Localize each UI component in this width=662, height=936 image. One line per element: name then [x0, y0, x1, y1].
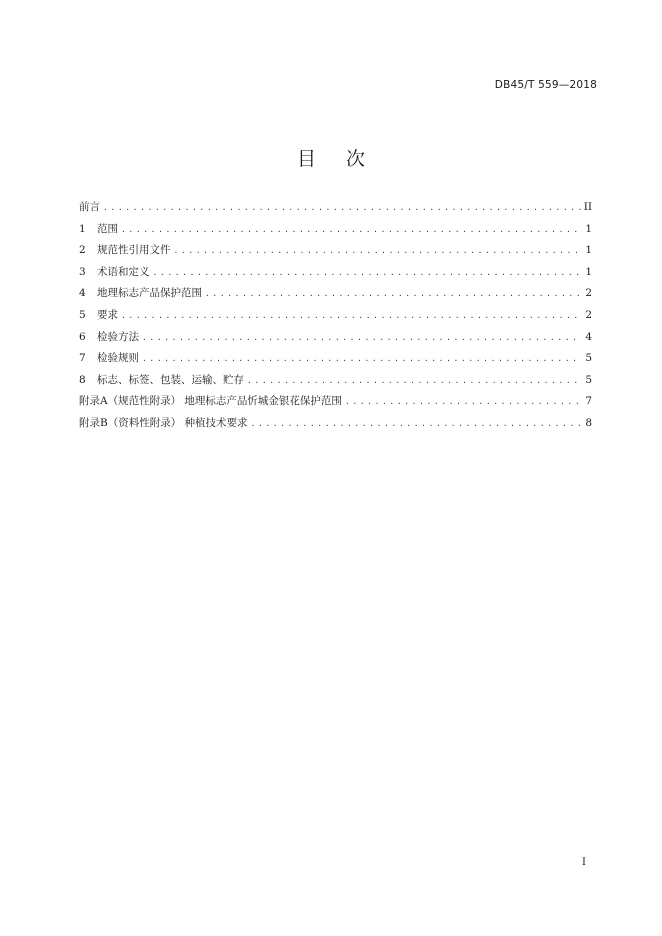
toc-entry[interactable] [79, 240, 592, 262]
toc-entry-number: 5 [79, 308, 86, 321]
toc-entry-label [79, 391, 342, 413]
toc-entry-page: 7 [585, 395, 592, 408]
toc-entry-title: 附录A（规范性附录） 地理标志产品忻城金银花保护范围 [79, 395, 342, 408]
toc-leader-dots [251, 413, 581, 435]
toc-leader-dots [121, 219, 581, 241]
toc-leader-dots [121, 305, 581, 327]
table-of-contents [79, 197, 592, 435]
toc-entry-page: 2 [585, 287, 592, 300]
toc-entry-number: 7 [79, 352, 86, 365]
toc-entry-page: 1 [585, 222, 592, 235]
toc-entry-label [79, 219, 118, 241]
toc-leader-dots [247, 370, 581, 392]
toc-entry-title: 术语和定义 [97, 265, 150, 278]
toc-entry-page: 4 [585, 330, 592, 343]
toc-entry-page: 8 [585, 416, 592, 429]
toc-entry-label [79, 327, 139, 349]
toc-entry[interactable] [79, 391, 592, 413]
title-char-2: 次 [346, 148, 366, 170]
toc-entry-label [79, 262, 150, 284]
toc-entry-number: 8 [79, 373, 86, 386]
toc-entry-title: 附录B（资料性附录） 种植技术要求 [79, 416, 248, 429]
toc-entry[interactable] [79, 305, 592, 327]
toc-entry-label [79, 305, 118, 327]
toc-entry-title: 检验规则 [97, 352, 139, 365]
toc-leader-dots [103, 197, 581, 219]
toc-entry-label [79, 197, 100, 219]
toc-entry-label [79, 240, 171, 262]
page-title [0, 144, 662, 171]
toc-leader-dots [345, 391, 581, 413]
page-number: I [582, 857, 586, 868]
toc-entry[interactable] [79, 262, 592, 284]
toc-entry-title: 标志、标签、包装、运输、贮存 [97, 373, 244, 386]
toc-entry[interactable] [79, 219, 592, 241]
toc-entry-number: 4 [79, 287, 86, 300]
toc-entry-number: 2 [79, 244, 86, 257]
toc-entry-label [79, 413, 248, 435]
toc-entry-number: 3 [79, 265, 86, 278]
toc-entry-page: 5 [585, 352, 592, 365]
toc-leader-dots [174, 240, 582, 262]
toc-entry-label [79, 283, 202, 305]
standard-code: DB45/T 559—2018 [494, 79, 597, 91]
toc-entry-page: II [583, 201, 592, 213]
toc-entry-label [79, 348, 139, 370]
title-char-1: 目 [296, 148, 316, 170]
toc-entry-title: 规范性引用文件 [97, 244, 171, 257]
toc-entry[interactable] [79, 370, 592, 392]
toc-leader-dots [153, 262, 582, 284]
toc-entry[interactable] [79, 327, 592, 349]
toc-entry-number: 6 [79, 330, 86, 343]
toc-entry-page: 2 [585, 308, 592, 321]
toc-entry[interactable] [79, 348, 592, 370]
toc-entry[interactable] [79, 283, 592, 305]
toc-entry-page: 1 [585, 265, 592, 278]
toc-entry-title: 检验方法 [97, 330, 139, 343]
toc-leader-dots [205, 283, 581, 305]
toc-entry-title: 前言 [79, 201, 100, 213]
toc-entry-page: 5 [585, 373, 592, 386]
toc-entry[interactable] [79, 413, 592, 435]
toc-leader-dots [142, 348, 581, 370]
toc-entry-page: 1 [585, 244, 592, 257]
toc-entry-title: 地理标志产品保护范围 [97, 287, 202, 300]
toc-entry-label [79, 370, 244, 392]
toc-entry-number: 1 [79, 222, 86, 235]
toc-leader-dots [142, 327, 581, 349]
toc-entry-title: 范围 [97, 222, 118, 235]
toc-entry-title: 要求 [97, 308, 118, 321]
toc-entry[interactable] [79, 197, 592, 219]
